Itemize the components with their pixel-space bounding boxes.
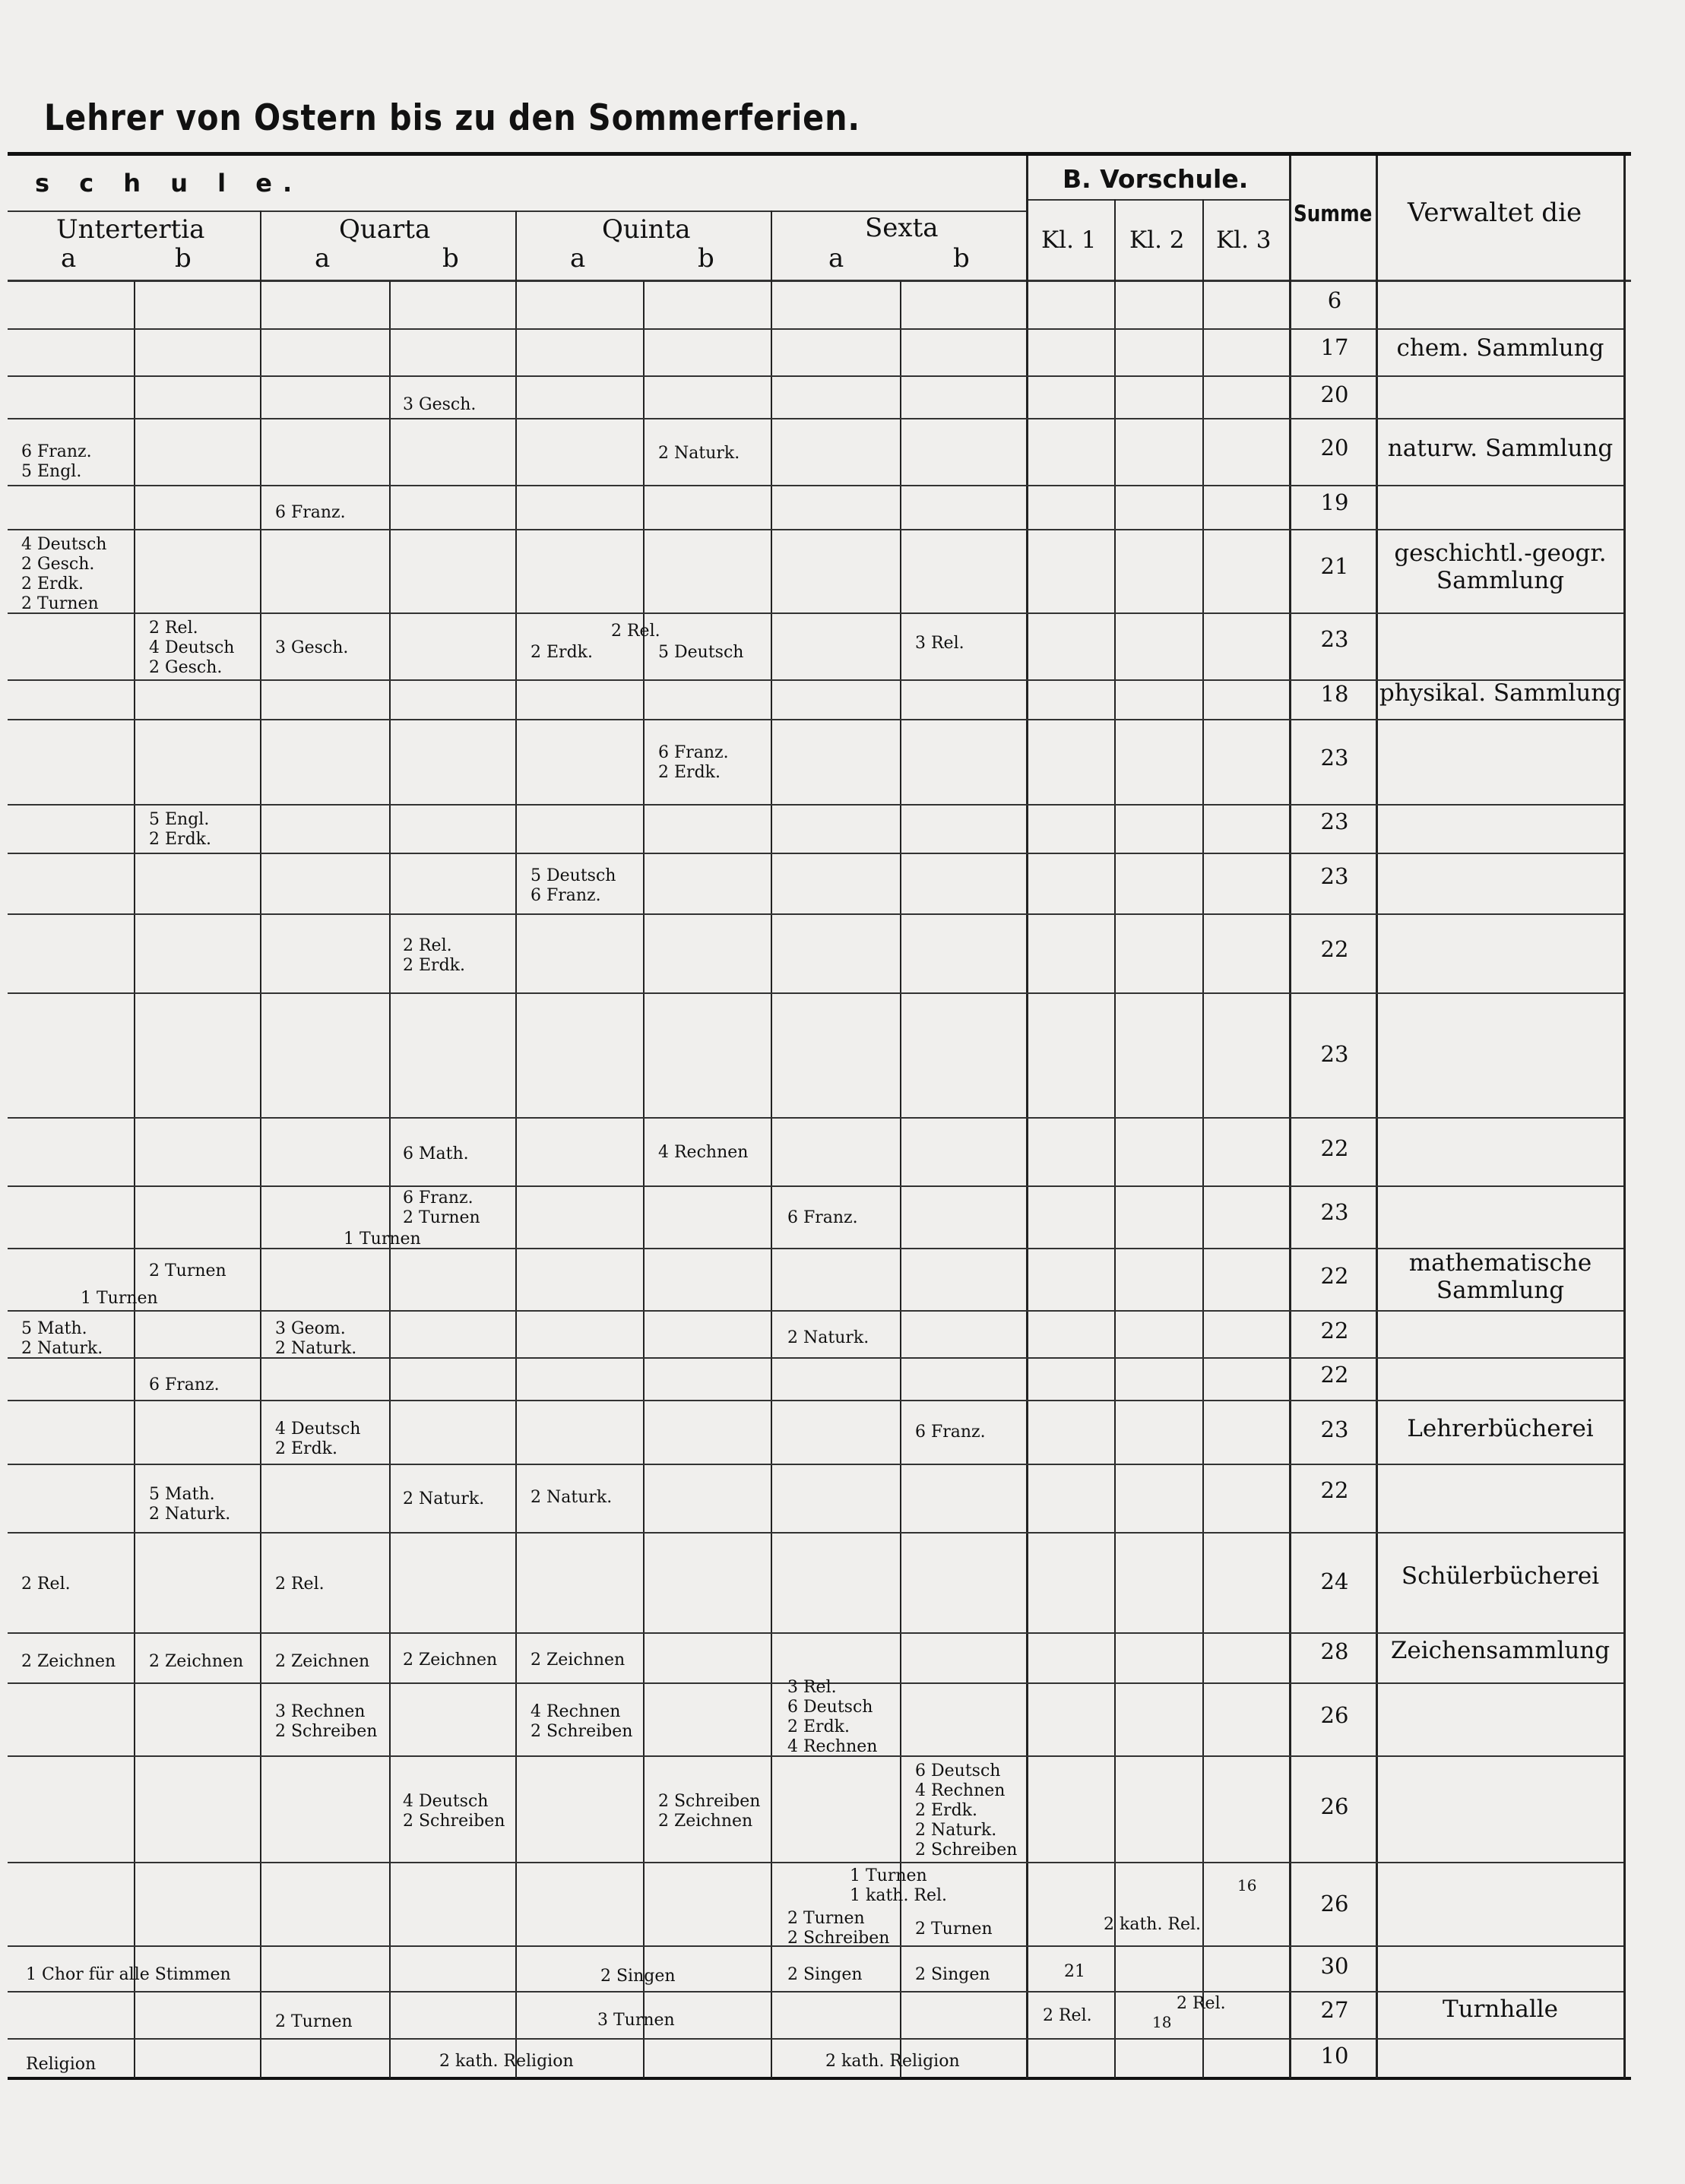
row-line <box>8 1991 1623 1993</box>
row-line <box>8 612 1623 614</box>
row-sum: 22 <box>1320 936 1349 962</box>
table-cell: 4 Rechnen <box>658 1143 749 1162</box>
table-cell: 2 Naturk. <box>787 1328 869 1347</box>
row-sum: 6 <box>1327 287 1342 313</box>
class-quinta: Quinta <box>602 214 691 245</box>
class-a-label: a <box>61 243 77 274</box>
col-line <box>643 281 645 2078</box>
row-sum: 23 <box>1320 626 1349 652</box>
row-sum: 23 <box>1320 863 1349 889</box>
col-line <box>900 281 901 2078</box>
table-cell: 4 Deutsch 2 Schreiben <box>403 1792 505 1831</box>
row-line <box>8 1185 1623 1187</box>
row-sum: 23 <box>1320 1416 1349 1442</box>
verwaltet-header: Verwaltet die <box>1408 198 1582 228</box>
table-cell: 2 Naturk. <box>658 444 740 463</box>
table-cell: 1 Turnen <box>344 1230 421 1249</box>
table-cell: 1 Turnen <box>81 1289 158 1308</box>
row-sum: 24 <box>1320 1568 1349 1594</box>
table-cell: 3 Gesch. <box>403 395 477 414</box>
summe-header: Summe <box>1294 201 1373 226</box>
row-sum: 20 <box>1320 381 1349 407</box>
vorschule-kl1: Kl. 1 <box>1041 226 1097 254</box>
row-sum: 27 <box>1320 1997 1349 2023</box>
row-sum: 30 <box>1320 1953 1349 1979</box>
row-sum: 17 <box>1320 334 1349 360</box>
row-line <box>8 853 1623 854</box>
row-verwaltet: physikal. Sammlung <box>1379 679 1622 707</box>
table-cell: 6 Franz. <box>787 1208 858 1227</box>
table-cell: 3 Rechnen 2 Schreiben <box>275 1702 378 1741</box>
row-line <box>8 485 1623 486</box>
row-verwaltet: mathematische Sammlung <box>1408 1249 1592 1304</box>
row-verwaltet: Schülerbücherei <box>1401 1562 1600 1590</box>
vorschule-subheader-rule <box>1026 199 1289 201</box>
col-line <box>771 210 772 2078</box>
row-sum: 20 <box>1320 435 1349 461</box>
vorschule-kl2: Kl. 2 <box>1129 226 1185 254</box>
table-cell: 6 Franz. <box>915 1423 986 1442</box>
row-sum: 26 <box>1320 1793 1349 1819</box>
table-cell: 2 Erdk. <box>531 643 593 662</box>
table-cell: 2 Singen <box>915 1965 990 1984</box>
row-line <box>8 1357 1623 1359</box>
section-b-label: B. Vorschule. <box>1063 164 1249 194</box>
table-cell: 6 Franz. 5 Engl. <box>21 442 92 481</box>
row-sum: 23 <box>1320 1041 1349 1067</box>
table-cell: 2 Turnen <box>915 1920 993 1939</box>
table-cell: 6 Franz. 2 Turnen <box>403 1189 480 1227</box>
table-cell: 3 Turnen <box>597 2011 675 2030</box>
table-cell: 1 Turnen 1 kath. Rel. <box>850 1866 948 1905</box>
table-cell: 2 Turnen 2 Schreiben <box>787 1909 890 1948</box>
row-line <box>8 804 1623 806</box>
class-b-label: b <box>698 243 714 274</box>
col-line <box>134 281 135 2078</box>
table-cell: 2 Singen <box>600 1967 676 1986</box>
row-sum: 18 <box>1320 681 1349 707</box>
col-line <box>389 281 391 2078</box>
row-line <box>8 1310 1623 1312</box>
row-sum: 22 <box>1320 1135 1349 1161</box>
class-untertertia: Untertertia <box>56 214 205 245</box>
row-sum: 22 <box>1320 1477 1349 1503</box>
table-cell: 6 Franz. 2 Erdk. <box>658 743 729 782</box>
table-cell: 2 kath. Religion <box>825 2052 960 2071</box>
table-cell: 4 Deutsch 2 Erdk. <box>275 1420 361 1458</box>
table-cell: 3 Rel. 6 Deutsch 2 Erdk. 4 Rechnen <box>787 1678 878 1756</box>
class-b-label: b <box>442 243 459 274</box>
header-rule <box>8 280 1631 282</box>
row-verwaltet: Zeichensammlung <box>1390 1637 1611 1664</box>
row-line <box>8 1862 1623 1863</box>
table-cell: 2 Singen <box>787 1965 863 1984</box>
table-cell: 21 <box>1064 1962 1085 1981</box>
table-cell: 2 Rel. 4 Deutsch 2 Gesch. <box>149 619 235 677</box>
row-sum: 22 <box>1320 1362 1349 1388</box>
table-cell: 2 Turnen <box>275 2012 353 2031</box>
class-sexta: Sexta <box>865 213 939 243</box>
row-sum: 26 <box>1320 1702 1349 1728</box>
col-line <box>1114 199 1116 2078</box>
table-cell: 18 <box>1152 2013 1172 2031</box>
row-sum: 28 <box>1320 1638 1349 1664</box>
table-cell: 5 Deutsch 6 Franz. <box>531 866 616 905</box>
row-verwaltet: chem. Sammlung <box>1396 334 1604 362</box>
row-verwaltet: naturw. Sammlung <box>1387 435 1614 462</box>
class-b-label: b <box>175 243 192 274</box>
table-cell: 2 Turnen <box>149 1261 226 1280</box>
row-verwaltet: geschichtl.-geogr. Sammlung <box>1394 540 1607 594</box>
class-a-label: a <box>828 243 844 274</box>
table-cell: 2 Zeichnen <box>149 1652 244 1671</box>
table-cell: 16 <box>1237 1876 1257 1894</box>
top-rule <box>8 152 1631 156</box>
row-sum: 22 <box>1320 1263 1349 1289</box>
table-cell: 2 Rel. <box>1177 1994 1226 2013</box>
table-cell: 2 kath. Religion <box>439 2052 574 2071</box>
table-cell: 5 Math. 2 Naturk. <box>21 1319 103 1358</box>
col-line <box>260 210 261 2078</box>
table-cell: 4 Rechnen 2 Schreiben <box>531 1702 633 1741</box>
row-line <box>8 1632 1623 1634</box>
bottom-rule <box>8 2077 1631 2080</box>
section-a-label: s c h u l e. <box>35 169 303 198</box>
row-sum: 19 <box>1320 489 1349 515</box>
row-sum: 23 <box>1320 745 1349 771</box>
row-sum: 23 <box>1320 1199 1349 1225</box>
table-cell: 2 Rel. <box>21 1575 71 1594</box>
table-cell: 3 Geom. 2 Naturk. <box>275 1319 357 1358</box>
row-line <box>8 1532 1623 1534</box>
table-cell: 6 Deutsch 4 Rechnen 2 Erdk. 2 Naturk. 2 Schreiben <box>915 1761 1018 1860</box>
row-verwaltet: Lehrerbücherei <box>1407 1415 1594 1442</box>
table-cell: 3 Rel. <box>915 634 964 653</box>
table-cell: 2 Rel. <box>275 1575 325 1594</box>
row-line <box>8 1117 1623 1119</box>
table-cell: 3 Gesch. <box>275 638 349 657</box>
class-a-label: a <box>570 243 586 274</box>
row-line <box>8 529 1623 530</box>
table-cell: 1 Chor für alle Stimmen <box>26 1965 231 1984</box>
row-line <box>8 2038 1623 2040</box>
row-line <box>8 913 1623 915</box>
table-cell: 5 Engl. 2 Erdk. <box>149 810 211 849</box>
table-cell: 2 Zeichnen <box>275 1652 370 1671</box>
subheader-rule <box>8 210 1026 212</box>
row-line <box>8 992 1623 994</box>
row-sum: 23 <box>1320 809 1349 834</box>
table-cell: 2 Naturk. <box>403 1489 485 1508</box>
row-sum: 26 <box>1320 1891 1349 1917</box>
row-line <box>8 719 1623 720</box>
table-cell: 6 Math. <box>403 1144 469 1163</box>
page-title: Lehrer von Ostern bis zu den Sommerferien. <box>44 97 861 139</box>
row-line <box>8 375 1623 377</box>
table-cell: 6 Franz. <box>149 1375 220 1394</box>
table-cell: 2 Rel. <box>611 622 660 641</box>
col-line <box>515 210 517 2078</box>
table-cell: Religion <box>26 2055 97 2074</box>
table-cell: 2 Zeichnen <box>403 1651 498 1670</box>
table-cell: 2 Rel. <box>1043 2006 1092 2025</box>
class-a-label: a <box>315 243 331 274</box>
row-sum: 22 <box>1320 1318 1349 1344</box>
class-quarta: Quarta <box>339 214 431 245</box>
table-cell: 4 Deutsch 2 Gesch. 2 Erdk. 2 Turnen <box>21 535 107 613</box>
vorschule-kl3: Kl. 3 <box>1216 226 1272 254</box>
table-cell: 2 Naturk. <box>531 1488 613 1507</box>
table-cell: 2 Schreiben 2 Zeichnen <box>658 1792 761 1831</box>
row-line <box>8 1464 1623 1465</box>
table-cell: 2 Zeichnen <box>21 1652 116 1671</box>
col-line-right <box>1623 156 1626 2078</box>
row-line <box>8 328 1623 330</box>
table-cell: 2 kath. Rel. <box>1104 1915 1202 1934</box>
row-sum: 10 <box>1320 2043 1349 2068</box>
col-line <box>1202 199 1204 2078</box>
class-b-label: b <box>953 243 970 274</box>
table-cell: 5 Math. 2 Naturk. <box>149 1485 231 1524</box>
row-sum: 21 <box>1320 553 1349 579</box>
table-cell: 6 Franz. <box>275 503 346 522</box>
table-cell: 2 Rel. 2 Erdk. <box>403 936 465 975</box>
row-line <box>8 1400 1623 1401</box>
table-cell: 2 Zeichnen <box>531 1651 626 1670</box>
row-line <box>8 418 1623 419</box>
table-cell: 5 Deutsch <box>658 643 744 662</box>
row-verwaltet: Turnhalle <box>1442 1996 1559 2023</box>
